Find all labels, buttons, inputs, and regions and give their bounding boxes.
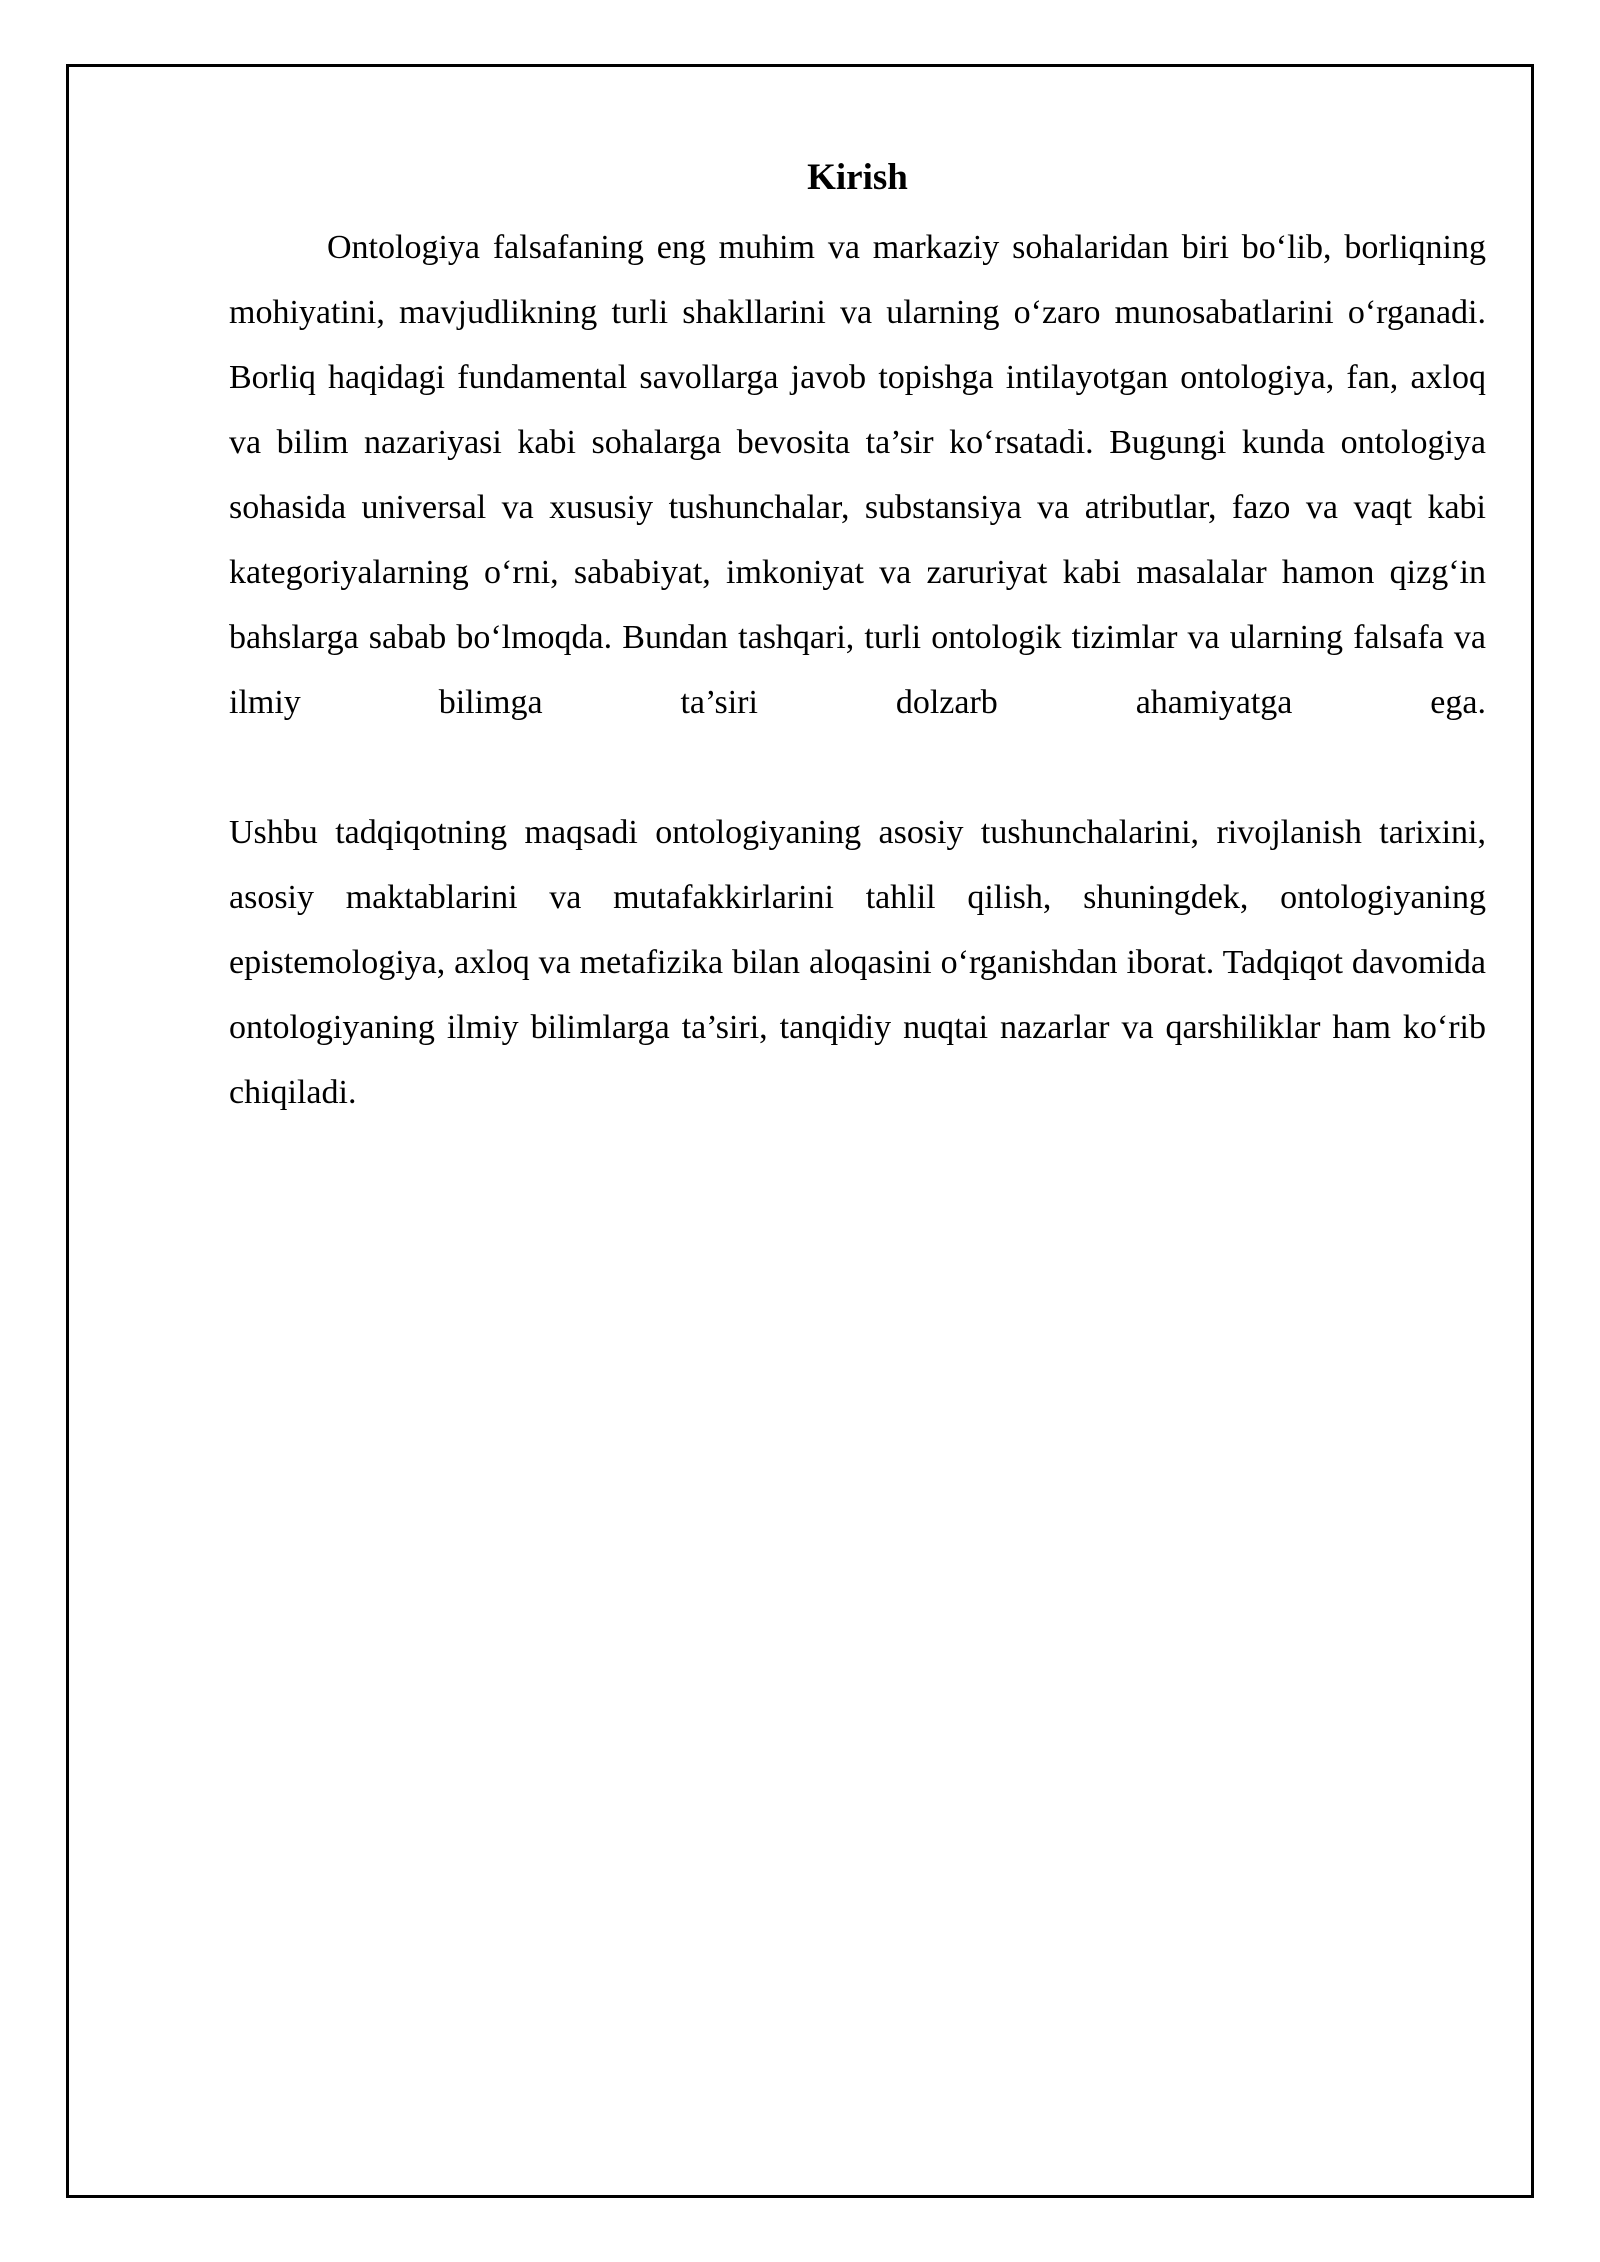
section-title: Kirish (807, 157, 908, 198)
paragraph-spacer (229, 735, 1486, 800)
purpose-paragraph: Ushbu tadqiqotning maqsadi ontologiyaning asosiy tushunchalarini, rivojlanish tarixini, asosiy maktablarini va mutafakkirlarini tahlil qilish, shuningdek, ontologiyaning epistemologiya, axloq va metafizika bilan aloqasini o‘rganishdan iborat. Tadqiqot davomida ontologiyaning ilmiy bilimlarga ta’siri, tanqidiy nuqtai nazarlar va qarshiliklar ham ko‘rib chiqiladi. (229, 814, 1486, 1111)
document-body (229, 150, 1486, 1125)
intro-paragraph: Ontologiya falsafaning eng muhim va markaziy sohalaridan biri bo‘lib, borliqning mohiyatini, mavjudlikning turli shakllarini va ularning o‘zaro munosabatlarini o‘rganadi. Borliq haqidagi fundamental savollarga javob topishga intilayotgan ontologiya, fan, axloq va bilim nazariyasi kabi sohalarga bevosita ta’sir ko‘rsatadi. Bugungi kunda ontologiya sohasida universal va xususiy tushunchalar, substansiya va atributlar, fazo va vaqt kabi kategoriyalarning o‘rni, sababiyat, imkoniyat va zaruriyat kabi masalalar hamon qizg‘in bahslarga sabab bo‘lmoqda. Bundan tashqari, turli ontologik tizimlar va ularning falsafa va ilmiy bilimga ta’siri dolzarb ahamiyatga ega. (229, 229, 1486, 721)
